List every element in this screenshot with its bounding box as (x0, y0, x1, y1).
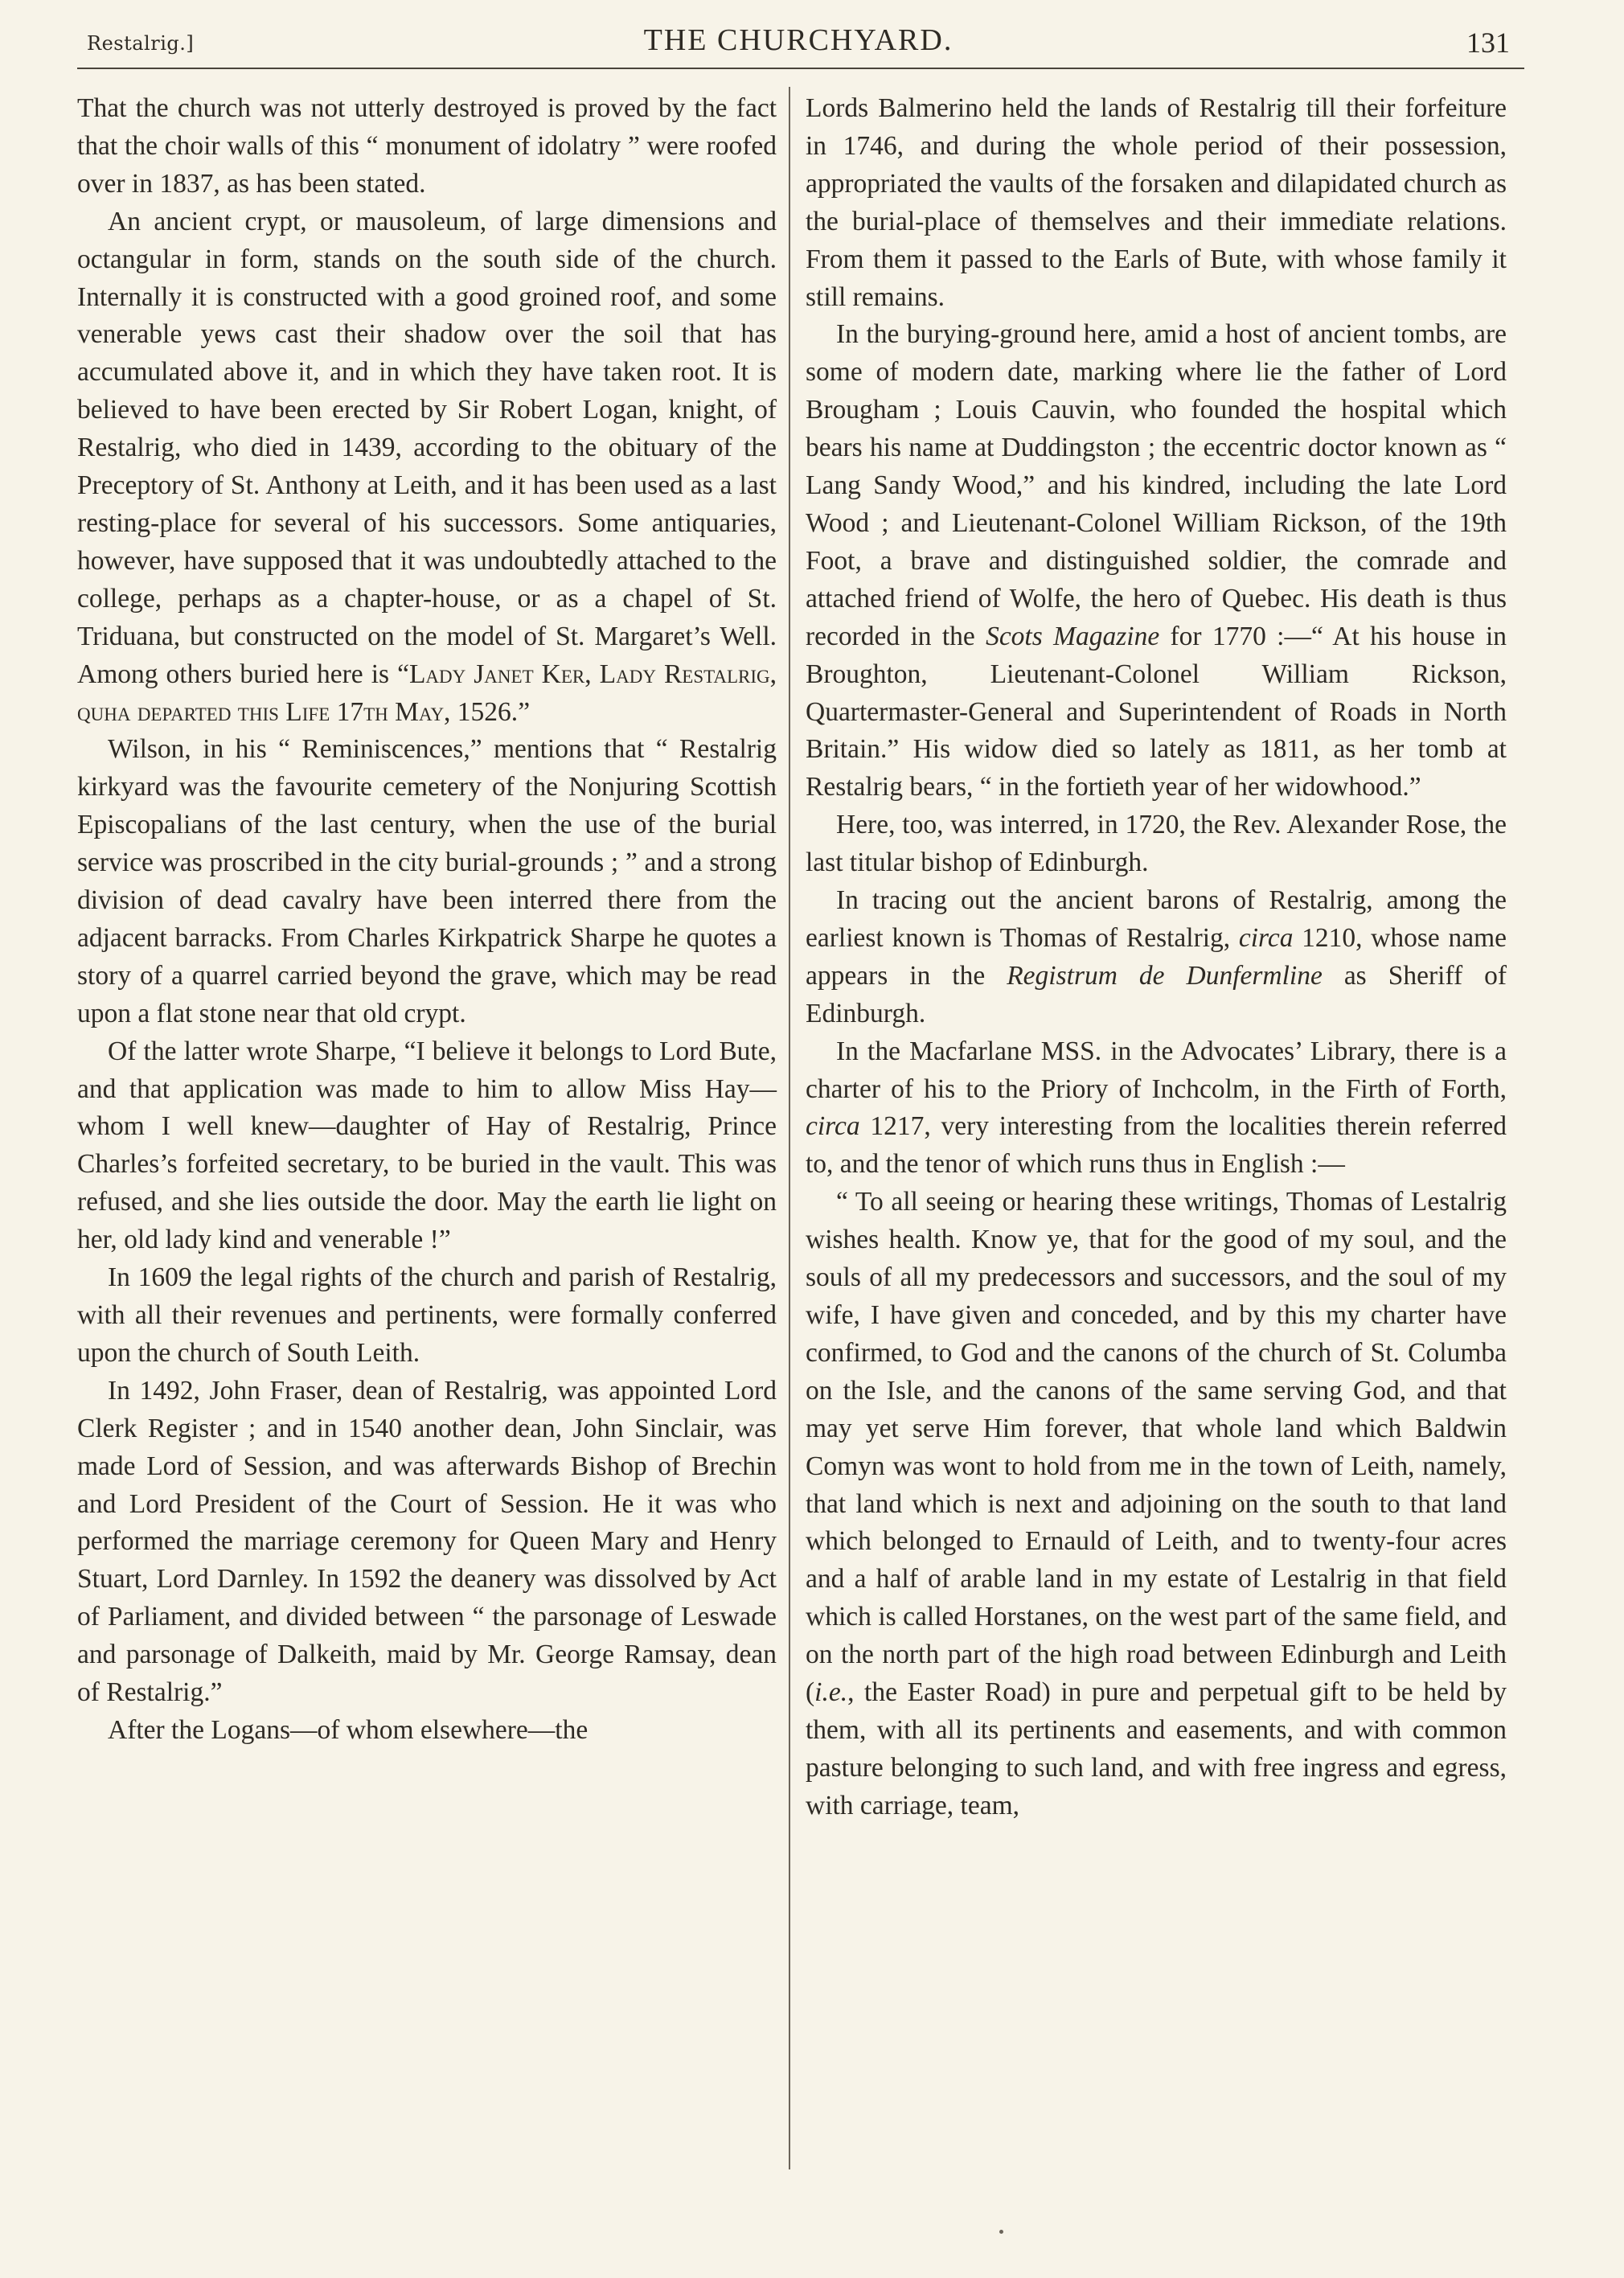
running-header (87, 23, 1510, 68)
paragraph: An ancient crypt, or mausoleum, of large dimensions and octangular in form, stands on the south side of the church. Internally it is constructed with a good groined roof, and some venerable yews cast their shadow over the soil that has accumulated above it, and in which they have taken root. It is believed to have been erected by Sir Robert Logan, knight, of Restalrig, who died in 1439, according to the obituary of the Preceptory of St. Anthony at Leith, and it has been used as a last resting-place for several of his successors. Some antiquaries, however, have supposed that it was undoubtedly attached to the college, perhaps as a chapter-house, or as a chapel of St. Triduana, but constructed on the model of St. Margaret’s Well. Among others buried here is “Lady Janet Ker, Lady Restalrig, quha departed this Life 17th May, 1526.” (77, 206, 777, 727)
right-column (806, 90, 1507, 1825)
paragraph: Wilson, in his “ Reminiscences,” mentions that “ Restalrig kirkyard was the favourite cemetery of the Nonjuring Scottish Episcopalians of the last century, when the use of the burial service was proscribed in the city burial-grounds ; ” and a strong division of dead cavalry have been interred there from the adjacent barracks. From Charles Kirkpatrick Sharpe he quotes a story of a quarrel carried beyond the grave, which may be read upon a flat stone near that old crypt. (77, 734, 777, 1028)
paragraph: Here, too, was interred, in 1720, the Rev. Alexander Rose, the last titular bishop of Edinburgh. (806, 810, 1507, 878)
paragraph: In 1492, John Fraser, dean of Restalrig, was appointed Lord Clerk Register ; and in 1540 another dean, John Sinclair, was made Lord of Session, and was afterwards Bishop of Brechin and Lord President of the Court of Session. He it was who performed the marriage ceremony for Queen Mary and Henry Stuart, Lord Darnley. In 1592 the deanery was dissolved by Act of Parliament, and divided between “ the parsonage of Leswade and parsonage of Dalkeith, maid by Mr. George Ramsay, dean of Restalrig.” (77, 1375, 777, 1708)
column-divider (789, 87, 790, 2169)
paragraph: That the church was not utterly destroyed is proved by the fact that the choir walls of this “ monument of idolatry ” were roofed over in 1837, as has been stated. (77, 93, 777, 199)
paragraph: In the Macfarlane MSS. in the Advocates’ Library, there is a charter of his to the Priory of Inchcolm, in the Firth of Forth, circa 1217, very interesting from the localities therein referred to, and the tenor of which runs thus in English :— (806, 1036, 1507, 1180)
paragraph: Lords Balmerino held the lands of Restalrig till their forfeiture in 1746, and during the whole period of their possession, appropriated the vaults of the forsaken and dilapidated church as the burial-place of themselves and their immediate relations. From them it passed to the Earls of Bute, with whose family it still remains. (806, 93, 1507, 312)
page-number: 131 (1466, 27, 1510, 59)
paragraph: Of the latter wrote Sharpe, “I believe it belongs to Lord Bute, and that application was made to him to allow Miss Hay—whom I well knew—daughter of Hay of Restalrig, Prince Charles’s forfeited secretary, to be buried in the vault. This was refused, and she lies outside the door. May the earth lie light on her, old lady kind and venerable !” (77, 1036, 777, 1255)
paragraph: In 1609 the legal rights of the church and parish of Restalrig, with all their revenues and pertinents, were formally conferred upon the church of South Leith. (77, 1262, 777, 1368)
page-title: THE CHURCHYARD. (643, 23, 953, 57)
paragraph: After the Logans—of whom elsewhere—the (108, 1714, 588, 1745)
footer-dot (999, 2230, 1003, 2234)
paragraph: In tracing out the ancient barons of Restalrig, among the earliest known is Thomas of Restalrig, circa 1210, whose name appears in the Registrum de Dunfermline as Sheriff of Edinburgh. (806, 885, 1507, 1028)
section-label: Restalrig.] (87, 32, 195, 55)
paragraph: “ To all seeing or hearing these writings, Thomas of Lestalrig wishes health. Know ye, that for the good of my soul, and the souls of all my predecessors and successors, and the soul of my wife, I have given and conceded, and by this my charter have confirmed, to God and the canons of the church of St. Columba on the Isle, and the canons of the same serving God, and that may yet serve Him forever, that whole land which Baldwin Comyn was wont to hold from me in the town of Leith, namely, that land which is next and adjoining on the south to that land which belonged to Ernauld of Leith, and to twenty-four acres and a half of arable land in my estate of Lestalrig in that field which is called Horstanes, on the west part of the same field, and on the north part of the high road between Edinburgh and Leith (i.e., the Easter Road) in pure and perpetual gift to be held by them, with all its pertinents and easements, and with common pasture belonging to such land, and with free ingress and egress, with carriage, team, (806, 1187, 1507, 1820)
left-column (77, 90, 777, 1750)
paragraph: In the burying-ground here, amid a host of ancient tombs, are some of modern date, marking where lie the father of Lord Brougham ; Louis Cauvin, who founded the hospital which bears his name at Duddingston ; the eccentric doctor known as “ Lang Sandy Wood,” and his kindred, including the late Lord Wood ; and Lieutenant-Colonel William Rickson, of the 19th Foot, a brave and distinguished soldier, the comrade and attached friend of Wolfe, the hero of Quebec. His death is thus recorded in the Scots Magazine for 1770 :—“ At his house in Broughton, Lieutenant-Colonel William Rickson, Quartermaster-General and Superintendent of Roads in North Britain.” His widow died so lately as 1811, as her tomb at Restalrig bears, “ in the fortieth year of her widowhood.” (806, 319, 1507, 802)
header-rule (77, 68, 1524, 69)
